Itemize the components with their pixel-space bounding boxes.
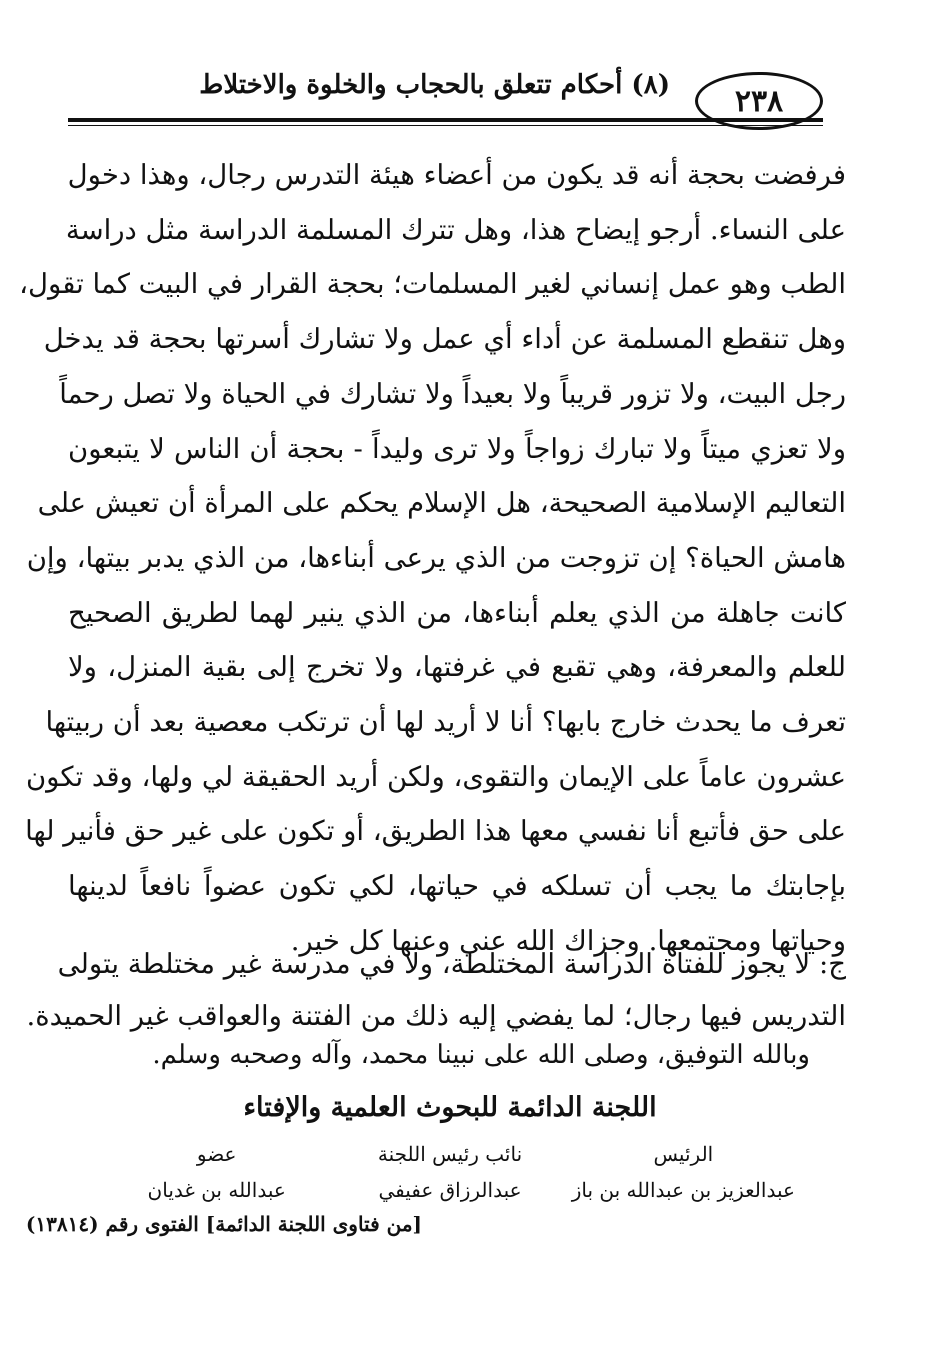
answer-line: ج: لا يجوز للفتاة الدراسة المختلطة، ولا في مدرسة غير مختلطة يتولى (57, 948, 846, 980)
committee-name: اللجنة الدائمة للبحوث العلمية والإفتاء (243, 1092, 657, 1123)
closing-text: وبالله التوفيق، وصلى الله على نبينا محمد، وآله وصحبه وسلم. (152, 1040, 810, 1070)
header-rule-thick (68, 118, 823, 122)
text-line: على النساء. أرجو إيضاح هذا، وهل تترك المسلمة الدراسة مثل دراسة (65, 213, 846, 246)
answer-line: التدريس فيها رجال؛ لما يفضي إليه ذلك من الفتنة والعواقب غير الحميدة. (26, 1000, 846, 1032)
text-line: الطب وهو عمل إنساني لغير المسلمات؛ بحجة القرار في البيت كما تقول، (19, 268, 846, 301)
text-line: للعلم والمعرفة، وهي تقبع في غرفتها، ولا تخرج إلى بقية المنزل، ولا (68, 651, 846, 684)
role-president: الرئيس (653, 1142, 714, 1166)
text-line: بإجابتك ما يجب أن تسلكه في حياتها، لكي تكون عضواً نافعاً لدينها (68, 870, 846, 903)
text-line: هامش الحياة؟ إن تزوجت من الذي يرعى أبناءها، من الذي يدبر بيتها، وإن (26, 541, 846, 574)
signature-block (100, 1142, 800, 1202)
text-line: كانت جاهلة من الذي يعلم أبناءها، من الذي ينير لهما لطريق الصحيح (68, 596, 847, 629)
role-member: عضو (196, 1142, 237, 1166)
text-line: وحياتها ومجتمعها. وجزاك الله عني وعنها كل خير. (290, 924, 846, 957)
answer-text (26, 938, 846, 1042)
text-line: فرفضت بحجة أنه قد يكون من أعضاء هيئة التدرس رجال، وهذا دخول (67, 159, 846, 191)
text-line: تعرف ما يحدث خارج بابها؟ أنا لا أريد لها أن ترتكب معصية بعد أن ربيتها (45, 706, 846, 739)
header-rule-thin (68, 125, 823, 126)
chapter-title: (٨) أحكام تتعلق بالحجاب والخلوة والاختلاط (199, 70, 670, 100)
text-line: وهل تنقطع المسلمة عن أداء أي عمل ولا تشارك أسرتها بحجة قد يدخل (43, 323, 846, 356)
fatwa-source: [من فتاوى اللجنة الدائمة] الفتوى رقم (١٣٨١٤) (25, 1212, 422, 1236)
name-member: عبدالله بن غديان (147, 1178, 286, 1202)
text-line: على حق فأتبع أنا نفسي معها هذا الطريق، أو تكون على غير حق فأنير لها (25, 815, 846, 848)
page-number: ٢٣٨ (695, 72, 823, 130)
text-line: عشرون عاماً على الإيمان والتقوى، ولكن أريد الحقيقة لي ولها، وقد تكون (25, 760, 846, 793)
text-line: رجل البيت، ولا تزور قريباً ولا بعيداً ولا تشارك في الحياة ولا تصل رحماً (59, 377, 846, 410)
text-line: ولا تعزي ميتاً ولا تبارك زواجاً ولا ترى وليداً - بحجة أن الناس لا يتبعون (68, 432, 846, 465)
name-president: عبدالعزيز بن عبدالله بن باز (571, 1178, 795, 1202)
name-vice-president: عبدالرزاق عفيفي (378, 1178, 522, 1202)
question-text (19, 148, 847, 969)
role-vice-president: نائب رئيس اللجنة (377, 1142, 523, 1166)
text-line: التعاليم الإسلامية الصحيحة، هل الإسلام يحكم على المرأة أن تعيش على (37, 487, 846, 520)
